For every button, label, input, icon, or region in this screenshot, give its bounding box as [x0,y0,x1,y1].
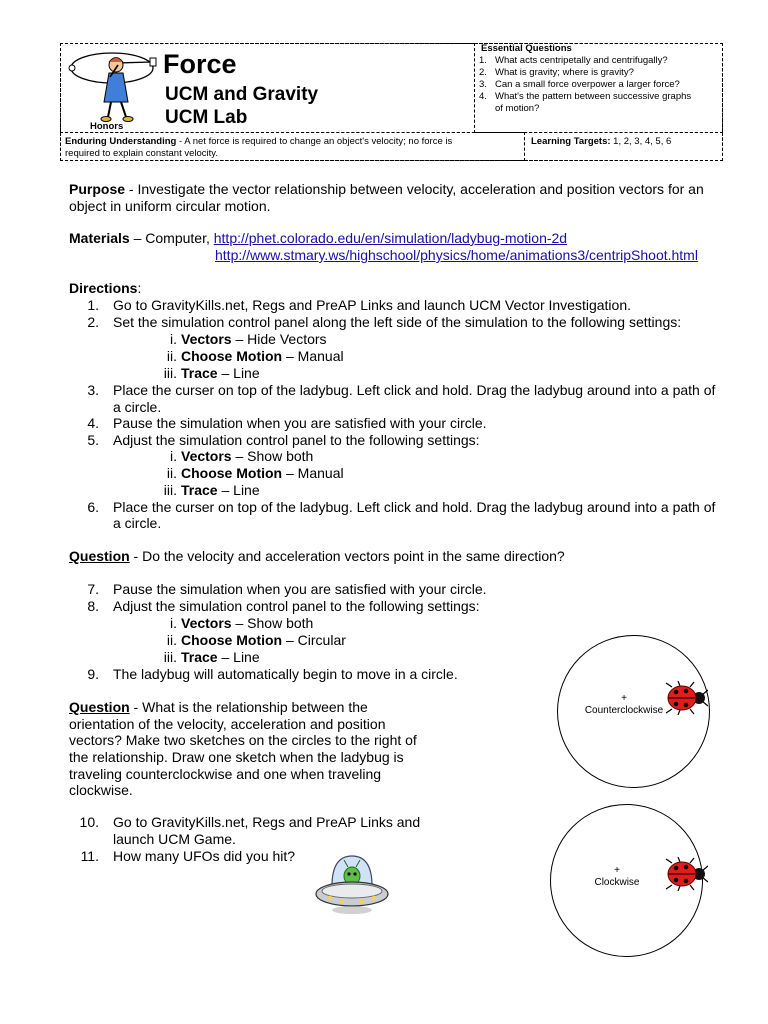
counterclockwise-label: + Counterclockwise [584,693,664,716]
essential-question: 3. Can a small force overpower a larger force? [479,79,680,90]
question-line: orientation of the velocity, acceleration and position [69,716,386,732]
question-line: the relationship. Draw one sketch when the ladybug is [69,749,404,765]
clockwise-label: + Clockwise [594,865,640,888]
essential-questions-list [479,55,719,115]
purpose-label: Purpose [69,181,126,197]
honors-label: Honors [90,121,124,132]
phet-link[interactable]: http://phet.colorado.edu/en/simulation/ladybug-motion-2d [213,230,568,246]
purpose-section [69,181,729,215]
question-line: clockwise. [69,782,133,798]
question-velocity-acceleration: Question - Do the velocity and acceleration vectors point in the same direction? [69,548,565,564]
materials-section: Materials – Computer, http://phet.colorado.edu/en/simulation/ladybug-motion-2d [69,230,568,246]
ufo-icon [312,850,392,920]
question-line: vectors? Make two sketches on the circles to the right of [69,732,417,748]
essential-question: 2. What is gravity; where is gravity? [479,67,634,78]
essential-question: of motion? [495,103,540,114]
stmary-link[interactable]: http://www.stmary.ws/highschool/physics/home/animations3/centripShoot.html [215,247,698,263]
essential-question: 1. What acts centripetally and centrifugally? [479,55,668,66]
lab-title: UCM Lab [165,107,248,128]
ladybug-icon [664,681,708,715]
header [60,43,723,161]
question-line: traveling counterclockwise and one when traveling [69,766,382,782]
directions-heading: Directions: [69,280,142,296]
enduring-understanding: Enduring Understanding - A net force is required to change an object's velocity; no force is required to explain constant velocity. [65,136,453,159]
unit-title: UCM and Gravity [165,84,319,105]
essential-question: 4. What's the pattern between successive graphs [479,91,692,102]
essential-questions-title: Essential Questions [481,43,572,54]
person-spinning-ball-icon [66,47,158,127]
question-relationship: Question - What is the relationship between the [69,699,368,715]
purpose-text: - Investigate the vector relationship between velocity, acceleration and position vectors for an object in uniform circular motion. [69,181,704,214]
page-title: Force [163,49,237,79]
ladybug-icon [664,857,708,891]
materials-line-2 [215,247,698,264]
learning-targets: Learning Targets: 1, 2, 3, 4, 5, 6 [531,136,672,147]
